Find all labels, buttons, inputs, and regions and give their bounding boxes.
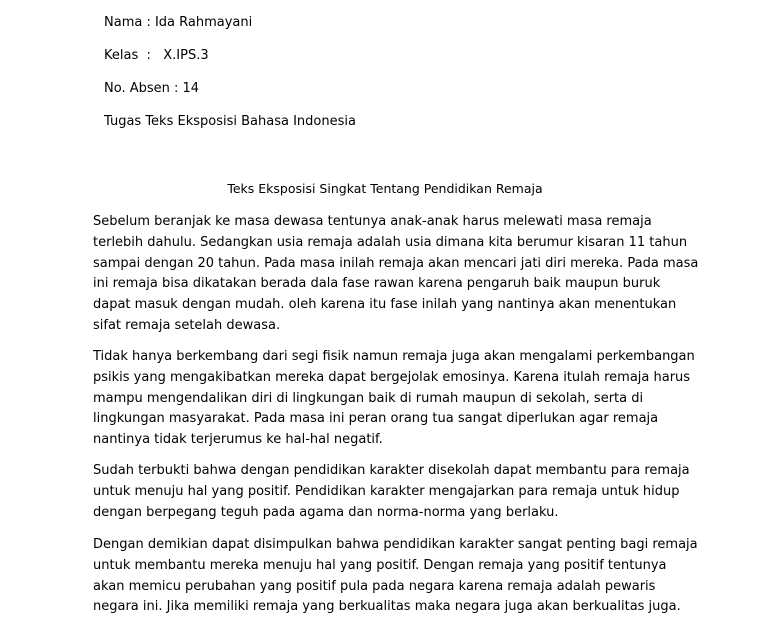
student-absence-number: No. Absen : 14 bbox=[104, 81, 200, 96]
document-title: Teks Eksposisi Singkat Tentang Pendidikan Remaja bbox=[227, 181, 543, 196]
paragraph-line: sifat remaja setelah dewasa. bbox=[93, 317, 281, 333]
paragraph-line: lingkungan masyarakat. Pada masa ini peran orang tua sangat diperlukan agar remaja bbox=[93, 411, 659, 427]
paragraph-line: terlebih dahulu. Sedangkan usia remaja adalah usia dimana kita berumur kisaran 11 tahun bbox=[93, 234, 688, 250]
paragraph-line: nantinya tidak terjerumus ke hal-hal negatif. bbox=[93, 432, 383, 448]
paragraph-2 bbox=[93, 347, 695, 451]
paragraph-line: Tidak hanya berkembang dari segi fisik namun remaja juga akan mengalami perkembangan bbox=[93, 349, 695, 364]
paragraph-1 bbox=[93, 212, 699, 337]
student-name: Nama : Ida Rahmayani bbox=[104, 15, 253, 30]
paragraph-4 bbox=[93, 535, 698, 618]
assignment-title: Tugas Teks Eksposisi Bahasa Indonesia bbox=[104, 114, 356, 129]
paragraph-line: Dengan demikian dapat disimpulkan bahwa pendidikan karakter sangat penting bagi remaja bbox=[93, 537, 698, 552]
paragraph-line: akan memicu perubahan yang positif pula pada negara karena remaja adalah pewaris bbox=[93, 578, 656, 594]
paragraph-line: dapat masuk dengan mudah. oleh karena itu fase inilah yang nantinya akan menentukan bbox=[93, 297, 677, 313]
paragraph-line: Sebelum beranjak ke masa dewasa tentunya anak-anak harus melewati masa remaja bbox=[93, 214, 652, 229]
paragraph-line: untuk menuju hal yang positif. Pendidikan karakter mengajarkan para remaja untuk hidup bbox=[93, 483, 680, 499]
student-class: Kelas : X.IPS.3 bbox=[104, 48, 209, 63]
paragraph-line: untuk membantu mereka menuju hal yang positif. Dengan remaja yang positif tentunya bbox=[93, 557, 667, 573]
paragraph-line: Sudah terbukti bahwa dengan pendidikan karakter disekolah dapat membantu para remaja bbox=[93, 463, 690, 478]
paragraph-3 bbox=[93, 461, 690, 523]
paragraph-line: psikis yang mengakibatkan mereka dapat bergejolak emosinya. Karena itulah remaja harus bbox=[93, 369, 691, 385]
document-title-row bbox=[0, 181, 768, 197]
paragraph-line: ini remaja bisa dikatakan berada dala fase rawan karena pengaruh baik maupun buruk bbox=[93, 276, 661, 292]
paragraph-line: negara ini. Jika memiliki remaja yang berkualitas maka negara juga akan berkualitas juga. bbox=[93, 599, 681, 615]
paragraph-line: sampai dengan 20 tahun. Pada masa inilah remaja akan mencari jati diri mereka. Pada masa bbox=[93, 255, 699, 271]
paragraph-line: dengan berpegang teguh pada agama dan norma-norma yang berlaku. bbox=[93, 504, 559, 520]
paragraph-line: mampu mengendalikan diri di lingkungan baik di rumah maupun di sekolah, serta di bbox=[93, 390, 644, 406]
